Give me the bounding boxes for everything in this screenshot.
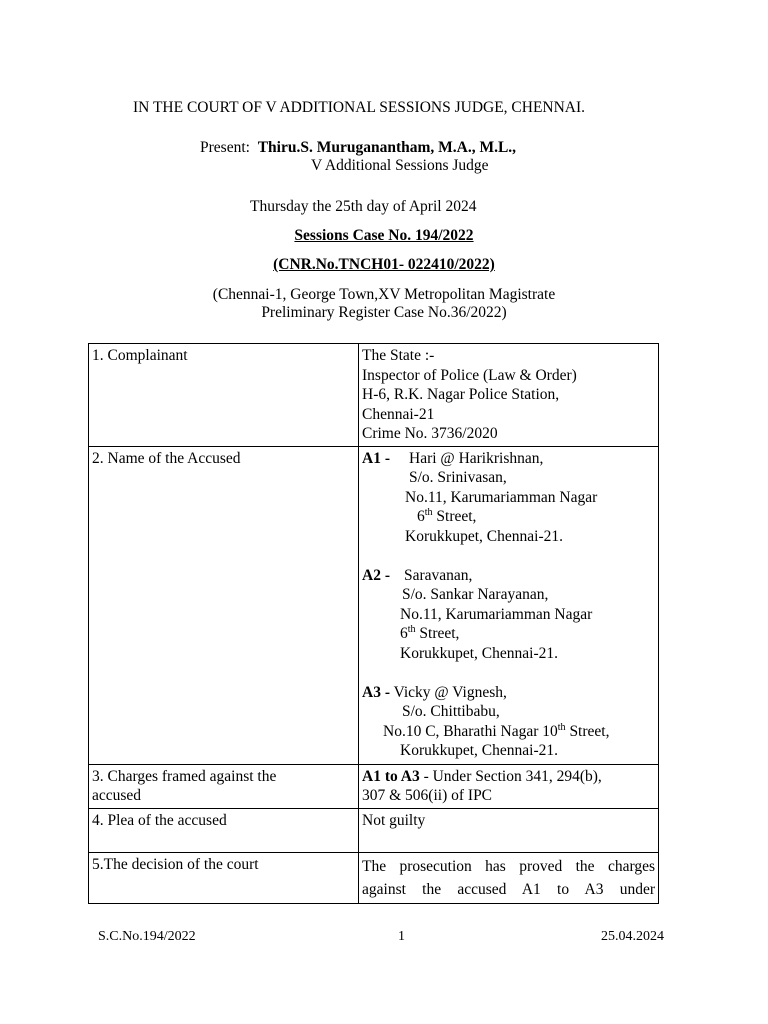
plea-label: 4. Plea of the accused bbox=[89, 808, 359, 852]
cnr-number: (CNR.No.TNCH01- 022410/2022) bbox=[273, 256, 495, 273]
present-label: Present: bbox=[200, 139, 250, 156]
accused-row bbox=[89, 446, 659, 764]
accused-a1-address: No.11, Karumariamman Nagar bbox=[405, 488, 598, 506]
decision-label: 5.The decision of the court bbox=[89, 852, 359, 903]
plea-value: Not guilty bbox=[359, 808, 659, 852]
accused-a2-city: Korukkupet, Chennai-21. bbox=[400, 644, 558, 662]
accused-a1-tag: A1 - bbox=[362, 449, 390, 467]
accused-a3-father: S/o. Chittibabu, bbox=[402, 703, 500, 720]
sessions-case-number: Sessions Case No. 194/2022 bbox=[294, 227, 474, 244]
charges-accused: A1 to A3 bbox=[362, 767, 420, 785]
accused-a3-tag: A3 - bbox=[362, 683, 390, 701]
judge-name: Thiru.S. Muruganantham, M.A., M.L., bbox=[257, 139, 517, 156]
accused-a3-city: Korukkupet, Chennai-21. bbox=[400, 742, 558, 759]
accused-a2-name-line bbox=[362, 566, 655, 586]
complainant-label: 1. Complainant bbox=[89, 344, 359, 447]
accused-a3-address: No.10 C, Bharathi Nagar 10th Street, bbox=[383, 721, 610, 740]
accused-a3-name: Vicky @ Vignesh, bbox=[389, 683, 507, 701]
accused-a2-tag: A2 - bbox=[362, 566, 390, 584]
accused-label: 2. Name of the Accused bbox=[89, 446, 359, 764]
origin-line-2: Preliminary Register Case No.36/2022) bbox=[261, 304, 507, 321]
accused-a1-city: Korukkupet, Chennai-21. bbox=[405, 527, 563, 545]
judgment-date: Thursday the 25th day of April 2024 bbox=[250, 198, 477, 215]
complainant-line: Inspector of Police (Law & Order) bbox=[362, 366, 577, 384]
court-heading: IN THE COURT OF V ADDITIONAL SESSIONS JUDGE, CHENNAI. bbox=[133, 99, 586, 116]
origin-line-1: (Chennai-1, George Town,XV Metropolitan Magistrate bbox=[212, 286, 556, 303]
complainant-row bbox=[89, 344, 659, 447]
accused-a1-street: 6th Street, bbox=[417, 506, 477, 525]
accused-a1-name: Hari @ Harikrishnan, bbox=[409, 449, 544, 467]
complainant-line: H-6, R.K. Nagar Police Station, bbox=[362, 386, 560, 403]
plea-row bbox=[89, 808, 659, 852]
accused-a1-name-line bbox=[362, 449, 655, 469]
complainant-details bbox=[359, 344, 659, 447]
accused-a1-father: S/o. Srinivasan, bbox=[409, 469, 507, 486]
judge-title: V Additional Sessions Judge bbox=[311, 157, 489, 174]
complainant-line: The State :- bbox=[362, 347, 435, 364]
accused-a2-name: Saravanan, bbox=[404, 566, 473, 584]
decision-text: The prosecution has proved the charges against the accused A1 to A3 under bbox=[359, 852, 659, 903]
accused-a2-address: No.11, Karumariamman Nagar bbox=[400, 605, 593, 623]
footer-case-number: S.C.No.194/2022 bbox=[98, 929, 196, 944]
case-details-table bbox=[88, 343, 659, 904]
charges-row bbox=[89, 764, 659, 808]
charges-label: 3. Charges framed against the accused bbox=[89, 764, 359, 808]
complainant-line: Chennai-21 bbox=[362, 405, 435, 423]
present-line bbox=[200, 139, 516, 157]
accused-details bbox=[359, 446, 659, 764]
page-number: 1 bbox=[398, 929, 405, 944]
accused-a2-street: 6th Street, bbox=[400, 623, 460, 642]
accused-a3-name-line bbox=[362, 683, 655, 703]
complainant-line: Crime No. 3736/2020 bbox=[362, 425, 498, 442]
accused-a2-father: S/o. Sankar Narayanan, bbox=[402, 586, 549, 603]
charges-details: A1 to A3 - Under Section 341, 294(b), 307 & 506(ii) of IPC bbox=[359, 764, 659, 808]
footer-date: 25.04.2024 bbox=[601, 929, 664, 944]
decision-row bbox=[89, 852, 659, 903]
